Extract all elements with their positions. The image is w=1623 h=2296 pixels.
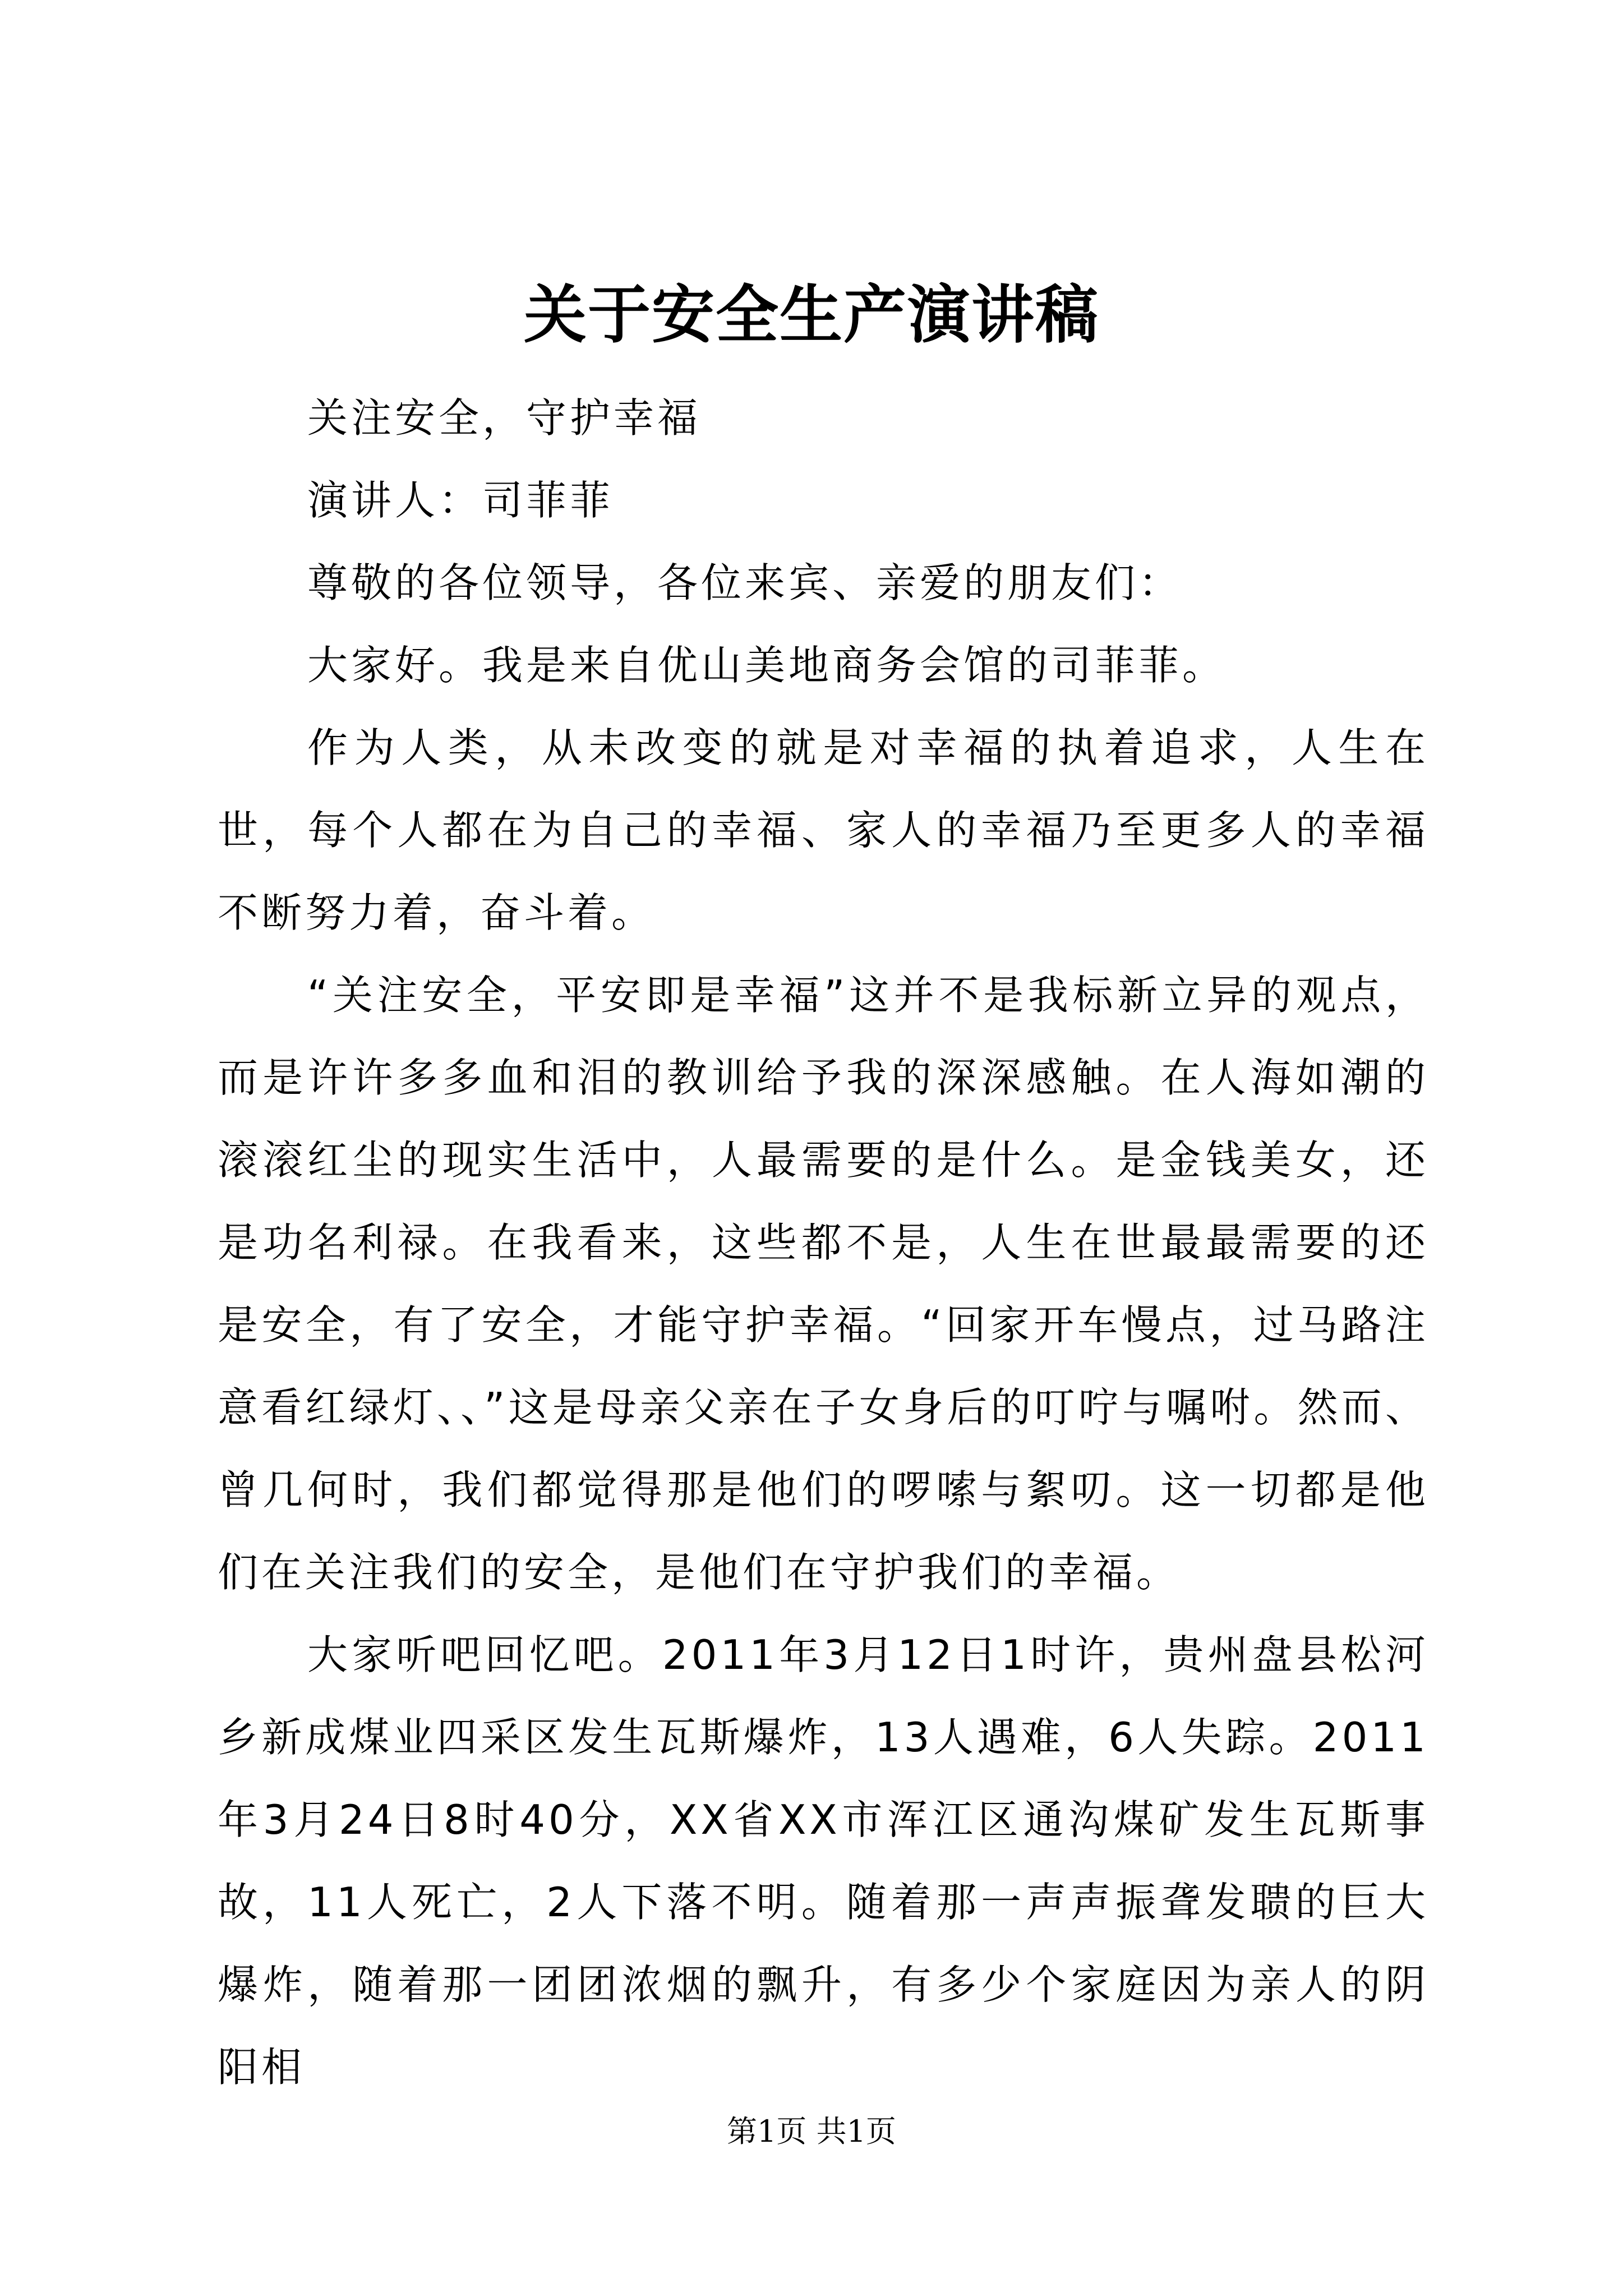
document-body	[218, 377, 1429, 2109]
salutation: 尊敬的各位领导，各位来宾、亲爱的朋友们：	[307, 559, 1183, 606]
greeting-paragraph: 大家好。我是来自优山美地商务会馆的司菲菲。	[307, 642, 1227, 689]
body-paragraph: 作为人类，从未改变的就是对幸福的执着追求，人生在世，每个人都在为自己的幸福、家人的幸福乃至更多人的幸福不断努力着，奋斗着。	[218, 724, 1429, 936]
speaker-line: 演讲人：司菲菲	[307, 477, 614, 524]
document-title: 关于安全生产演讲稿	[524, 278, 1099, 352]
body-paragraph: “关注安全，平安即是幸福”这并不是我标新立异的观点，而是许许多多血和泪的教训给予我的深深感触。在人海如潮的滚滚红尘的现实生活中，人最需要的是什么。是金钱美女，还是功名利禄。在我看来，这些都不是，人生在世最最需要的还是安全，有了安全，才能守护幸福。“回家开车慢点，过马路注意看红绿灯、、”这是母亲父亲在子女身后的叮咛与嘱咐。然而、曾几何时，我们都觉得那是他们的啰嗦与絮叨。这一切都是他们在关注我们的安全，是他们在守护我们的幸福。	[218, 972, 1429, 1596]
page-footer: 第1页 共1页	[727, 2114, 896, 2149]
speech-theme: 关注安全，守护幸福	[307, 394, 702, 441]
body-paragraph: 大家听吧回忆吧。2011年3月12日1时许，贵州盘县松河乡新成煤业四采区发生瓦斯爆炸，13人遇难，6人失踪。2011年3月24日8时40分，XX省XX市浑江区通沟煤矿发生瓦斯事故，11人死亡，2人下落不明。随着那一声声振聋发聩的巨大爆炸，随着那一团团浓烟的飘升，有多少个家庭因为亲人的阴阳相	[218, 1631, 1429, 2091]
